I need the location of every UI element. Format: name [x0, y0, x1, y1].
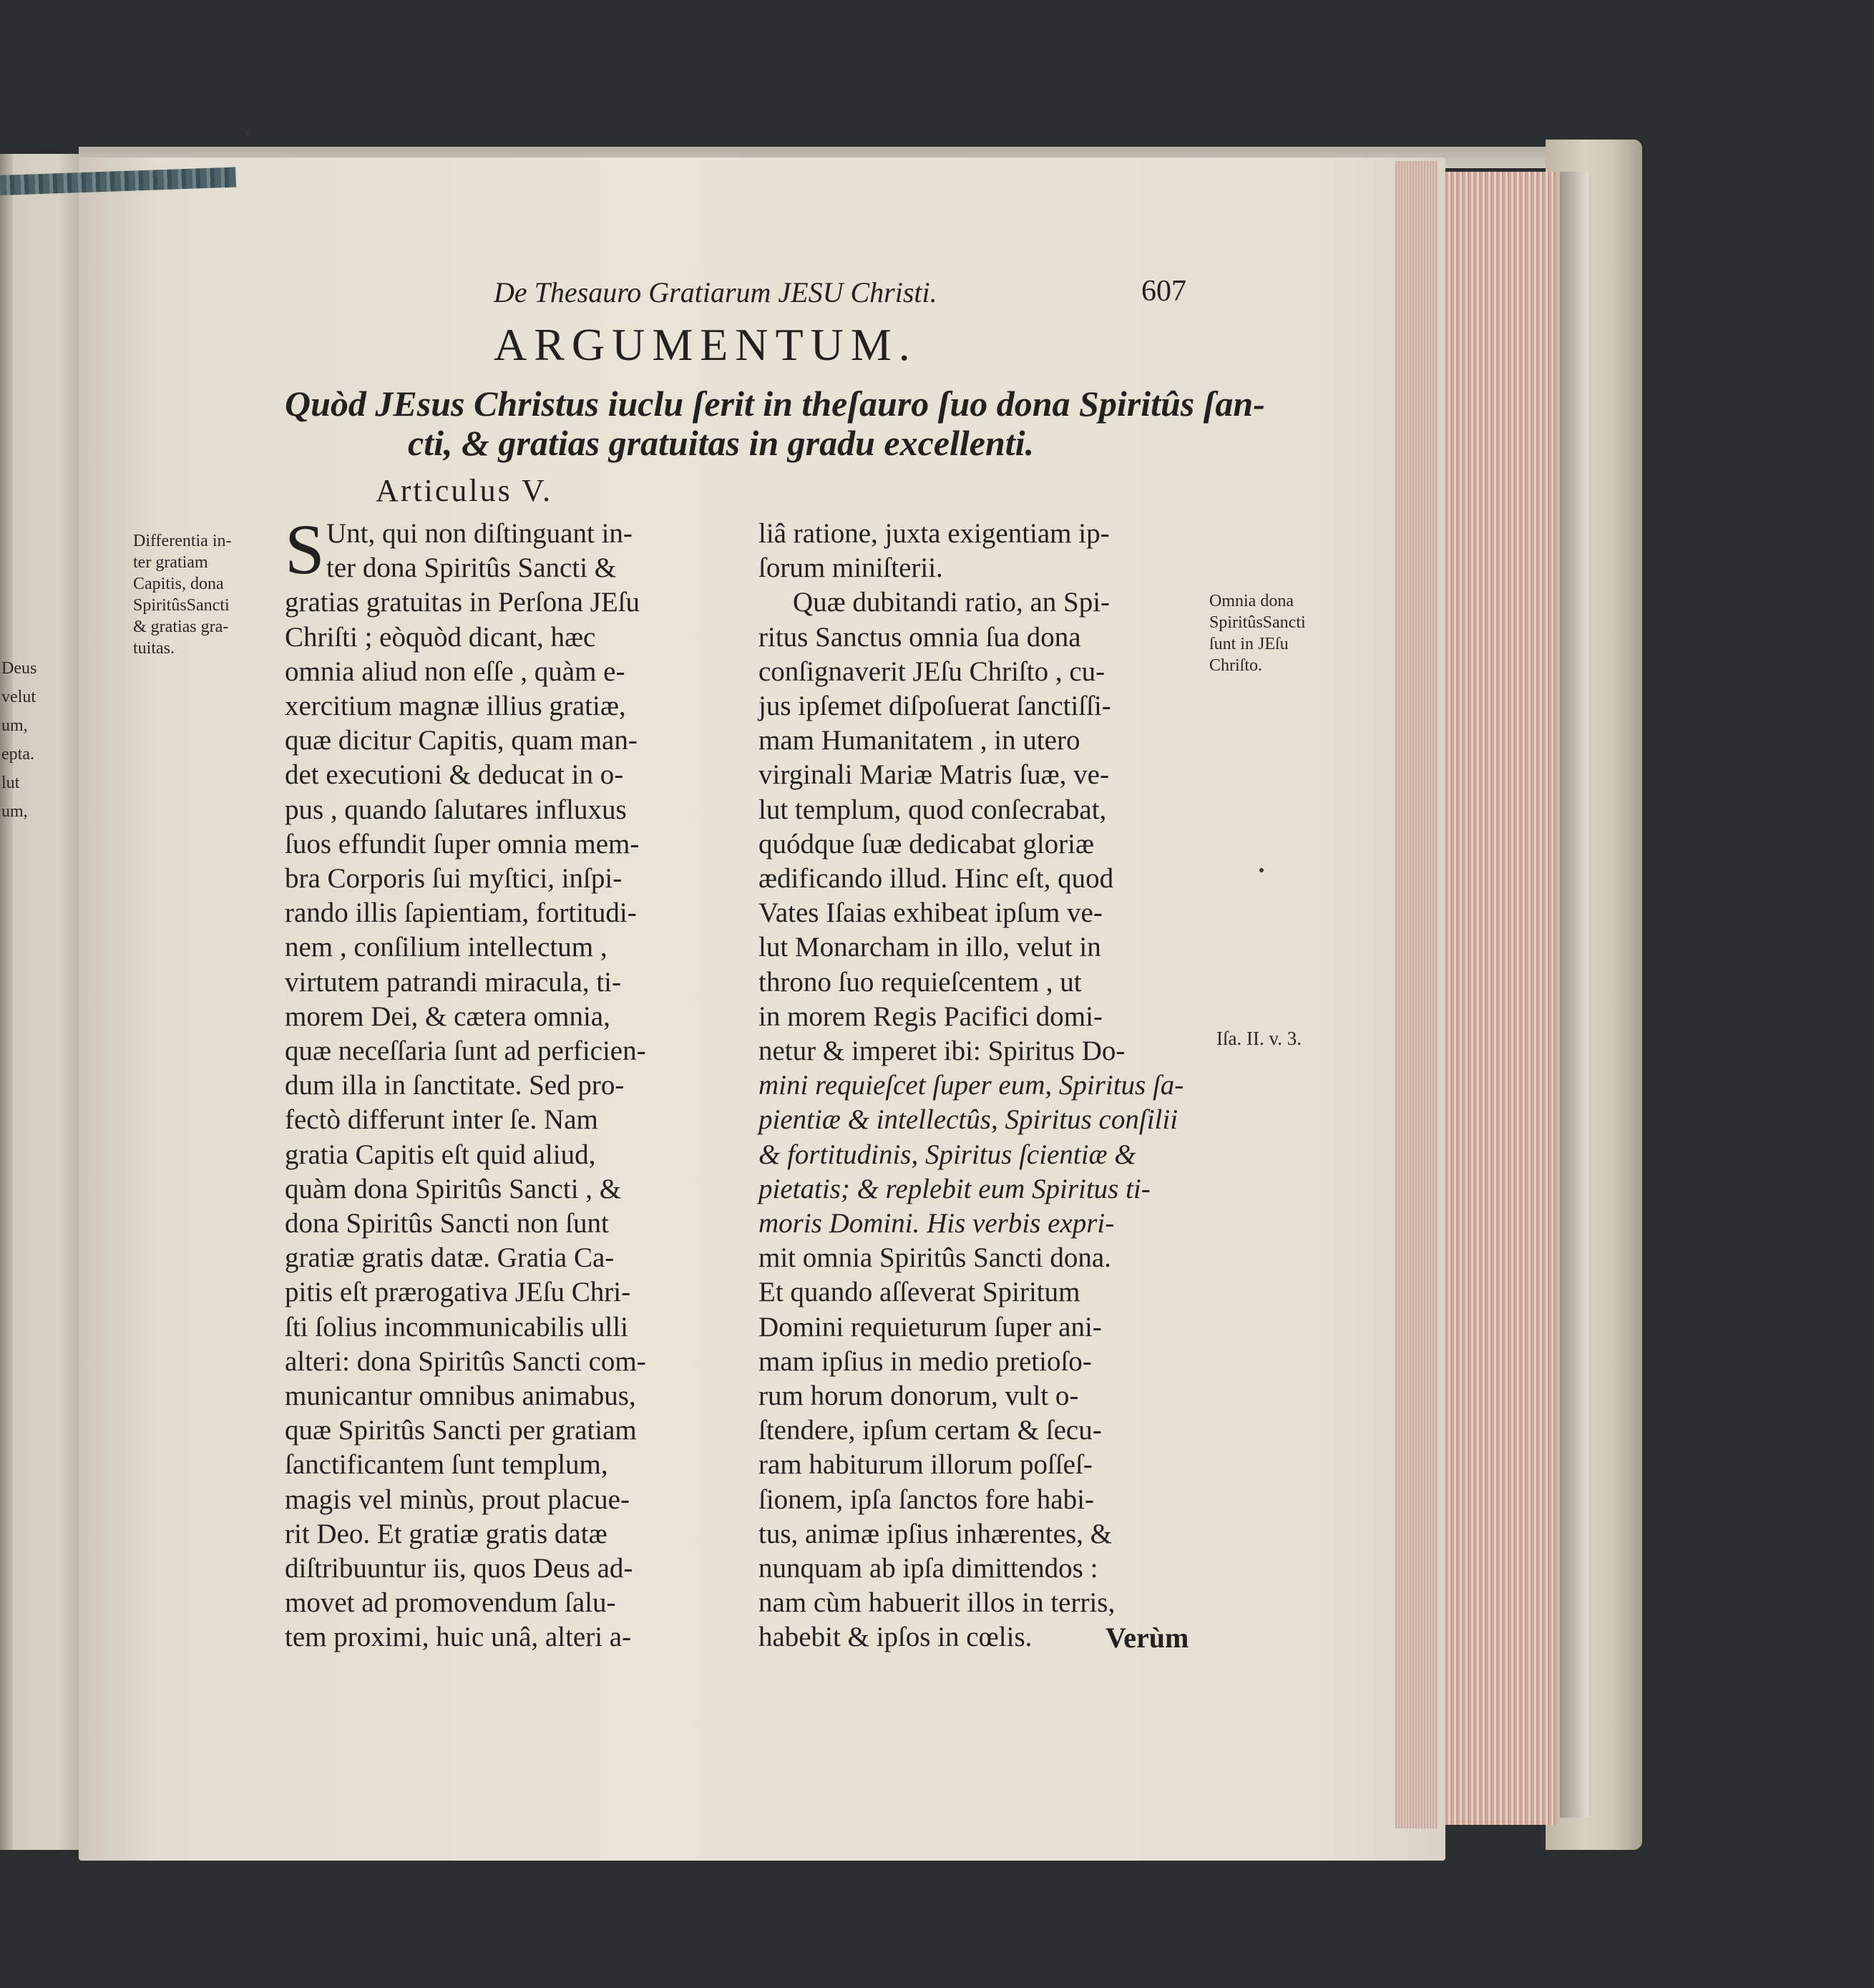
text-line: nem , conſilium intellectum , — [285, 932, 607, 963]
running-head: De Thesauro Gratiarum JESU Christi. — [494, 276, 937, 308]
text-line: Et quando aſſeverat Spiritum — [758, 1277, 1080, 1308]
text-line: in morem Regis Pacifici domi- — [758, 1000, 1103, 1032]
text-line: gratia Capitis eſt quid aliud, — [285, 1139, 596, 1170]
catchword: Verùm — [1106, 1622, 1189, 1654]
left-page-fragment: epta. — [1, 745, 34, 764]
text-line: quàm dona Spiritûs Sancti , & — [285, 1173, 622, 1204]
text-line: nam cùm habuerit illos in terris, — [758, 1587, 1116, 1619]
text-line: dona Spiritûs Sancti non ſunt — [285, 1208, 609, 1239]
text-line: ram habiturum illorum poſſeſ- — [758, 1449, 1093, 1481]
text-line: pitis eſt prærogativa JEſu Chri- — [285, 1277, 631, 1308]
text-line: pientiæ & intellectûs, Spiritus conſilii — [758, 1104, 1178, 1136]
text-line: tus, animæ ipſius inhærentes, & — [758, 1518, 1112, 1549]
text-line: dum illa in ſanctitate. Sed pro- — [285, 1070, 625, 1101]
speck — [245, 131, 250, 135]
margin-note-line: Omnia dona — [1209, 592, 1294, 610]
argument-title: ARGUMENTUM. — [494, 319, 917, 370]
text-line: xercitium magnæ illius gratiæ, — [285, 691, 626, 721]
text-line: ſtendere, ipſum certam & ſecu- — [758, 1415, 1102, 1446]
text-line: tem proximi, huic unâ, alteri a- — [285, 1622, 632, 1653]
text-line: magis vel minùs, prout placue- — [285, 1483, 630, 1515]
left-page-fragment: Deus — [1, 659, 37, 678]
text-line: conſignaverit JEſu Chriſto , cu- — [758, 656, 1106, 687]
margin-note-line: SpiritûsSancti — [1209, 613, 1306, 632]
text-line: ædificando illud. Hinc eſt, quod — [758, 863, 1114, 894]
text-line: quæ dicitur Capitis, quam man- — [285, 725, 638, 756]
margin-note-line: SpiritûsSancti — [133, 596, 230, 615]
text-line: rum horum donorum, vult o- — [758, 1380, 1079, 1411]
text-line: ſorum miniſterii. — [758, 552, 943, 584]
page-edge-shadow — [1395, 161, 1438, 1828]
text-line: ter dona Spiritûs Sancti & — [326, 552, 617, 584]
text-line: Chriſti ; eòquòd dicant, hæc — [285, 621, 596, 653]
left-page-fragment: lut — [1, 774, 20, 792]
text-line: netur & imperet ibi: Spiritus Do- — [758, 1036, 1126, 1066]
subtitle-line-2: cti, & gratias gratuitas in gradu excellenti. — [408, 423, 1035, 463]
margin-note-line: & gratias gra- — [133, 618, 229, 636]
text-line: habebit & ipſos in cœlis. — [758, 1622, 1033, 1653]
text-line: rando illis ſapientiam, fortitudi- — [285, 897, 637, 929]
text-line: det executioni & deducat in o- — [285, 759, 624, 791]
margin-note-line: ſunt in JEſu — [1209, 635, 1289, 653]
text-line: diſtribuuntur iis, quos Deus ad- — [285, 1553, 633, 1584]
text-line: quæ Spiritûs Sancti per gratiam — [285, 1415, 637, 1446]
margin-note-line: Differentia in- — [133, 532, 232, 550]
text-line: fectò differunt inter ſe. Nam — [285, 1104, 598, 1136]
text-line: throno ſuo requieſcentem , ut — [758, 966, 1082, 998]
page-number: 607 — [1141, 275, 1186, 308]
text-line: Vates Iſaias exhibeat ipſum ve- — [758, 897, 1103, 929]
drop-cap: S — [285, 510, 325, 589]
text-line: jus ipſemet diſpoſuerat ſanctiſſi- — [758, 691, 1111, 721]
text-line: morem Dei, & cætera omnia, — [285, 1000, 610, 1032]
margin-note-line: Capitis, dona — [133, 575, 224, 593]
margin-note-line: Chriſto. — [1209, 656, 1263, 675]
left-page-fragment: um, — [1, 802, 28, 821]
left-page-fragment: velut — [1, 688, 36, 706]
text-line: quæ neceſſaria ſunt ad perficien- — [285, 1036, 646, 1066]
text-line: ſionem, ipſa ſanctos fore habi- — [758, 1483, 1094, 1515]
text-line: ſuos effundit ſuper omnia mem- — [285, 828, 640, 859]
text-line: bra Corporis ſui myſtici, inſpi- — [285, 863, 623, 894]
text-line: pietatis; & replebit eum Spiritus ti- — [758, 1173, 1151, 1204]
speck — [1259, 868, 1264, 872]
text-line: gratias gratuitas in Perſona JEſu — [285, 587, 640, 618]
text-line: gratiæ gratis datæ. Gratia Ca- — [285, 1242, 615, 1274]
article-heading: Articulus V. — [376, 473, 553, 508]
margin-note-line: tuitas. — [133, 639, 175, 658]
text-line: pus , quando ſalutares influxus — [285, 794, 627, 825]
text-line: quódque ſuæ dedicabat gloriæ — [758, 828, 1094, 859]
text-line: mam Humanitatem , in utero — [758, 725, 1080, 756]
right-margin-reference: Iſa. II. v. 3. — [1216, 1028, 1302, 1049]
text-line: & fortitudinis, Spiritus ſcientiæ & — [758, 1139, 1136, 1170]
subtitle-line-1: Quòd JEsus Christus iuclu ſerit in theſauro ſuo dona Spiritûs ſan- — [285, 384, 1265, 424]
text-line: mini requieſcet ſuper eum, Spiritus ſa- — [758, 1070, 1184, 1101]
page-stack-fore-edge — [1435, 172, 1556, 1825]
text-line: omnia aliud non eſſe , quàm e- — [285, 656, 625, 687]
margin-note-line: ter gratiam — [133, 553, 208, 572]
text-line: mam ipſius in medio pretioſo- — [758, 1345, 1092, 1377]
text-line: Domini requieturum ſuper ani- — [758, 1311, 1102, 1343]
text-line: ſti ſolius incommunicabilis ulli — [285, 1311, 628, 1343]
text-line: virtutem patrandi miracula, ti- — [285, 966, 621, 998]
text-line: moris Domini. His verbis expri- — [758, 1208, 1115, 1239]
text-line: rit Deo. Et gratiæ gratis datæ — [285, 1518, 607, 1549]
text-line: mit omnia Spiritûs Sancti dona. — [758, 1242, 1111, 1274]
text-line: Quæ dubitandi ratio, an Spi- — [793, 587, 1111, 618]
text-line: alteri: dona Spiritûs Sancti com- — [285, 1345, 646, 1377]
text-line: movet ad promovendum ſalu- — [285, 1587, 616, 1619]
text-line: municantur omnibus animabus, — [285, 1380, 636, 1411]
text-line: nunquam ab ipſa dimittendos : — [758, 1553, 1098, 1584]
text-line: ſanctificantem ſunt templum, — [285, 1449, 608, 1481]
text-line: lut templum, quod conſecrabat, — [758, 794, 1107, 825]
text-line: virginali Mariæ Matris ſuæ, ve- — [758, 759, 1109, 791]
text-line: ritus Sanctus omnia ſua dona — [758, 621, 1081, 653]
cover-lip — [1560, 172, 1588, 1818]
text-line: liâ ratione, juxta exigentiam ip- — [758, 518, 1110, 549]
text-line: Unt, qui non diſtinguant in- — [326, 518, 633, 549]
left-page-edge — [0, 154, 13, 1850]
left-page-fragment: um, — [1, 716, 28, 735]
text-line: lut Monarcham in illo, velut in — [758, 932, 1101, 963]
